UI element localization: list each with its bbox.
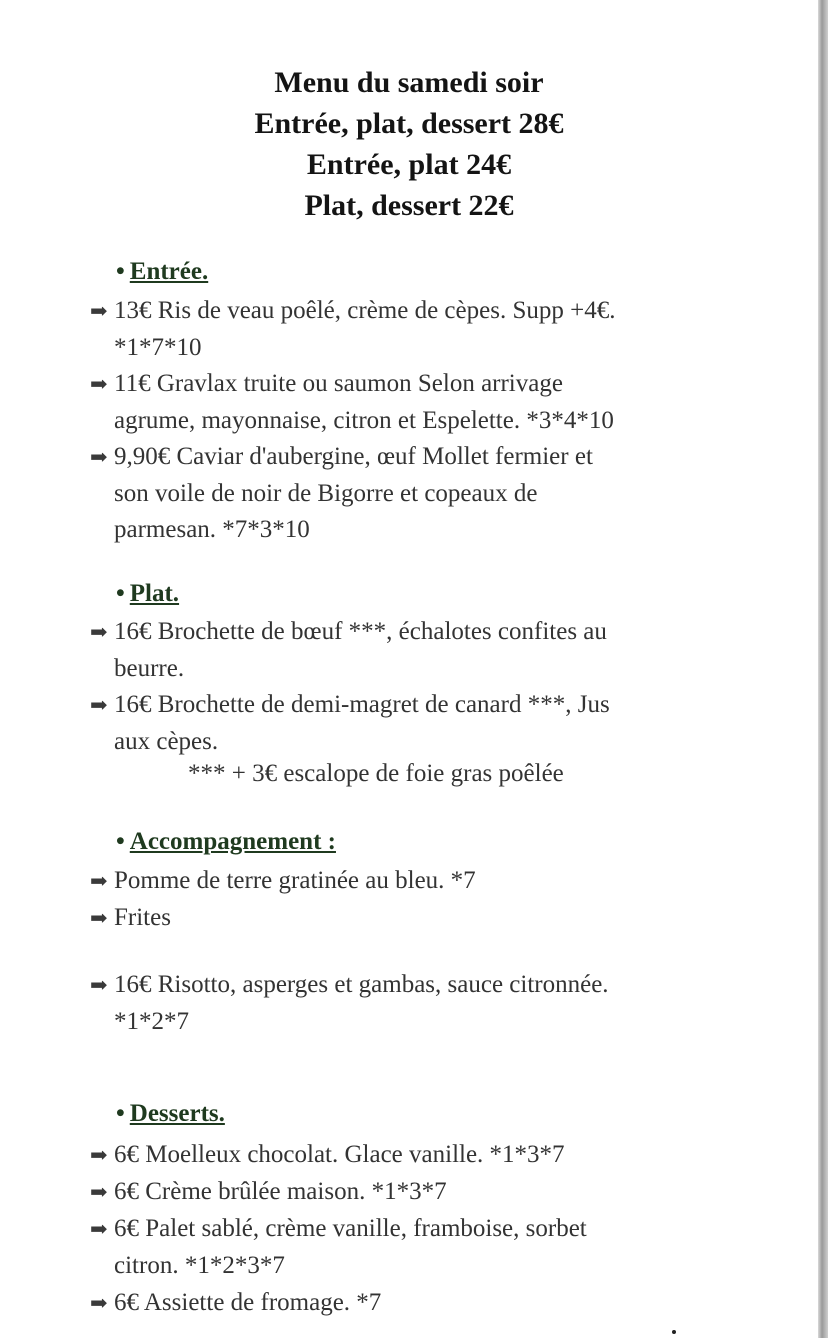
- foie-gras-supplement-note: *** + 3€ escalope de foie gras poêlée: [188, 760, 564, 787]
- menu-item-frites: [90, 900, 780, 937]
- arrow-right-icon: ➡: [90, 973, 108, 997]
- page-edge: [818, 0, 828, 1338]
- item-line: 9,90€ Caviar d'aubergine, œuf Mollet fermier et: [114, 443, 593, 470]
- arrow-right-icon: ➡: [90, 1217, 108, 1241]
- item-line: 6€ Palet sablé, crème vanille, framboise, sorbet: [114, 1215, 587, 1242]
- bullet-icon: •: [116, 580, 125, 607]
- item-line: Pomme de terre gratinée au bleu. *7: [114, 867, 476, 894]
- item-line: citron. *1*2*3*7: [114, 1251, 285, 1279]
- arrow-right-icon: ➡: [90, 906, 108, 930]
- item-line: 16€ Brochette de bœuf ***, échalotes confites au: [114, 618, 607, 645]
- item-line: son voile de noir de Bigorre et copeaux de: [114, 479, 538, 507]
- item-line: Frites: [114, 904, 171, 931]
- section-title-plat: [116, 580, 179, 608]
- menu-item-pomme-de-terre: [90, 863, 780, 900]
- arrow-right-icon: ➡: [90, 372, 108, 396]
- menu-item-gravlax: [90, 366, 780, 439]
- formula-entree-plat-dessert: Entrée, plat, dessert 28€: [254, 107, 564, 140]
- item-line: 6€ Assiette de fromage. *7: [114, 1289, 382, 1316]
- section-title-accompagnement: [116, 828, 336, 856]
- menu-header: [0, 62, 818, 226]
- menu-title: Menu du samedi soir: [274, 66, 544, 99]
- item-line: 6€ Moelleux chocolat. Glace vanille. *1*3*7: [114, 1141, 565, 1168]
- menu-item-creme-brulee: [90, 1174, 780, 1211]
- menu-item-caviar-aubergine: [90, 439, 780, 549]
- item-line: parmesan. *7*3*10: [114, 516, 310, 543]
- formula-entree-plat: Entrée, plat 24€: [306, 148, 512, 181]
- item-line: *1*2*7: [114, 1007, 189, 1035]
- bullet-icon: •: [116, 1100, 125, 1127]
- stray-dot-mark: [672, 1330, 676, 1334]
- section-label: Entrée.: [129, 258, 209, 285]
- item-line: 6€ Crème brûlée maison. *1*3*7: [114, 1178, 447, 1205]
- menu-item-brochette-canard: [90, 687, 780, 760]
- arrow-right-icon: ➡: [90, 693, 108, 717]
- section-label: Plat.: [129, 580, 180, 607]
- section-title-entree: [116, 258, 208, 286]
- arrow-right-icon: ➡: [90, 1143, 108, 1167]
- item-line: aux cèpes.: [114, 727, 219, 755]
- arrow-right-icon: ➡: [90, 620, 108, 644]
- menu-item-brochette-boeuf: [90, 614, 780, 687]
- arrow-right-icon: ➡: [90, 445, 108, 469]
- section-label: Desserts.: [129, 1100, 225, 1127]
- menu-item-risotto: [90, 967, 780, 1040]
- section-label: Accompagnement :: [129, 828, 336, 855]
- item-line: 16€ Brochette de demi-magret de canard ***, Jus: [114, 691, 610, 718]
- item-line: *1*7*10: [114, 333, 202, 361]
- item-line: 11€ Gravlax truite ou saumon Selon arrivage: [114, 370, 563, 397]
- arrow-right-icon: ➡: [90, 1180, 108, 1204]
- item-line: 13€ Ris de veau poêlé, crème de cèpes. Supp +4€.: [114, 297, 616, 324]
- item-line: agrume, mayonnaise, citron et Espelette. *3*4*10: [114, 406, 614, 434]
- menu-item-moelleux-chocolat: [90, 1137, 780, 1174]
- arrow-right-icon: ➡: [90, 1291, 108, 1315]
- item-line: beurre.: [114, 654, 185, 682]
- arrow-right-icon: ➡: [90, 299, 108, 323]
- menu-item-ris-de-veau: [90, 293, 780, 366]
- formula-plat-dessert: Plat, dessert 22€: [304, 189, 514, 222]
- arrow-right-icon: ➡: [90, 869, 108, 893]
- item-line: 16€ Risotto, asperges et gambas, sauce citronnée.: [114, 971, 609, 998]
- bullet-icon: •: [116, 258, 125, 285]
- menu-item-palet-sable: [90, 1211, 780, 1284]
- bullet-icon: •: [116, 828, 125, 855]
- section-title-desserts: [116, 1100, 225, 1128]
- menu-item-assiette-fromage: [90, 1285, 780, 1322]
